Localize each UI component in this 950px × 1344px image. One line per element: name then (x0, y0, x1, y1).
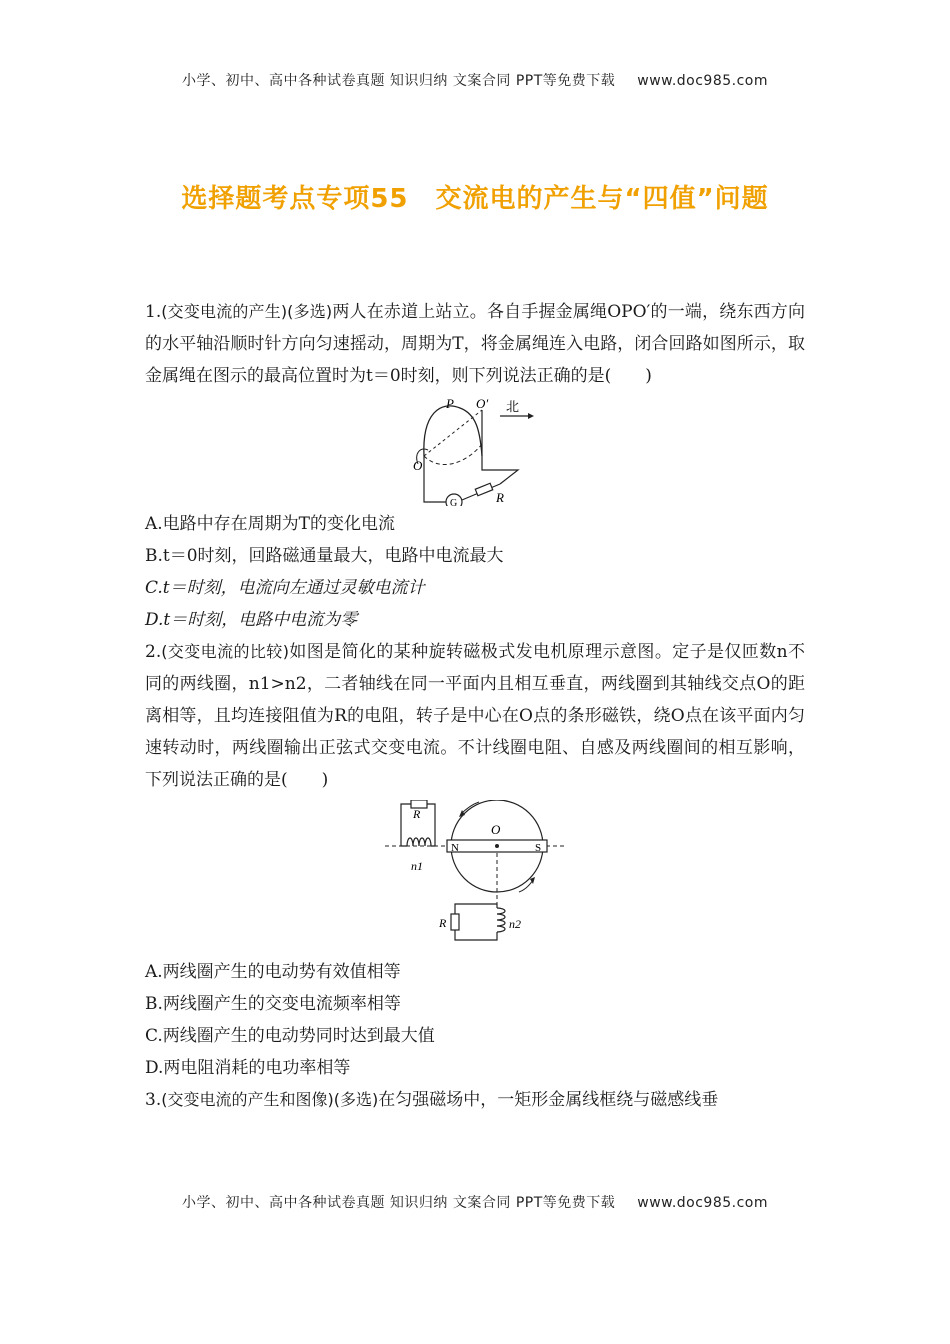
question-number: 3. (145, 1090, 162, 1110)
question-text: 在匀强磁场中，一矩形金属线框绕与磁感线垂 (378, 1090, 719, 1110)
label-north: 北 (506, 399, 520, 414)
question-2 (145, 636, 805, 1084)
question-number: 2. (145, 642, 162, 662)
question-1 (145, 296, 805, 636)
option-d: D.两电阻消耗的电功率相等 (145, 1058, 351, 1078)
question-tag: (交变电流的产生)(多选) (161, 302, 333, 321)
header-text: 小学、初中、高中各种试卷真题 知识归纳 文案合同 PPT等免费下载 (181, 73, 616, 89)
coil-n2-icon (497, 908, 505, 932)
option-c: C.两线圈产生的电动势同时达到最大值 (145, 1026, 435, 1046)
question-stem (145, 636, 805, 796)
label-r-top: R (413, 807, 421, 821)
question-stem (145, 296, 805, 392)
questions-content (145, 296, 805, 1116)
page-footer (0, 1192, 950, 1212)
rope-circuit-diagram (410, 394, 540, 506)
question-stem (145, 1084, 805, 1116)
page-title: 选择题考点专项55 交流电的产生与“四值”问题 (181, 184, 769, 214)
label-r: R (496, 490, 504, 505)
resistor-icon (475, 483, 492, 495)
label-o: O (413, 458, 423, 473)
question-text: 两人在赤道上站立。各自手握金属绳OPO′的一端，绕东西方向的水平轴沿顺时针方向匀速摇动，周期为T，将金属绳连入电路，闭合回路如图所示，取金属绳在图示的最高位置时为t＝0时刻，则下列说法正确的是( ) (145, 302, 805, 386)
label-o-prime: O′ (476, 396, 489, 411)
resistor-icon (451, 914, 459, 930)
question-text: 如图是简化的某种旋转磁极式发电机原理示意图。定子是仅匝数n不同的两线圈，n1>n2，二者轴线在同一平面内且相互垂直，两线圈到其轴线交点O的距离相等，且均连接阻值为R的电阻，转子是中心在O点的条形磁铁，绕O点在该平面内匀速转动时，两线圈输出正弦式交变电流。不计线圈电阻、自感及两线圈间的相互影响，下列说法正确的是( ) (145, 642, 805, 790)
footer-site-link[interactable]: www.doc985.com (637, 1195, 769, 1211)
label-r-bottom: R (439, 916, 447, 930)
label-p: P (446, 396, 454, 411)
generator-diagram (385, 800, 565, 950)
option-b: B.两线圈产生的交变电流频率相等 (145, 994, 401, 1014)
option-d: D.t＝时刻，电路中电流为零 (145, 610, 358, 630)
label-n2: n2 (509, 917, 521, 931)
question-number: 1. (145, 302, 162, 322)
option-b: B.t＝0时刻，回路磁通量最大，电路中电流最大 (145, 546, 504, 566)
coil-n1-icon (407, 838, 431, 846)
question-3 (145, 1084, 805, 1116)
label-s-pole: S (535, 842, 542, 854)
option-a: A.电路中存在周期为T的变化电流 (145, 514, 396, 534)
footer-text: 小学、初中、高中各种试卷真题 知识归纳 文案合同 PPT等免费下载 (181, 1195, 616, 1211)
arrow-right-icon (528, 413, 534, 419)
label-o: O (491, 822, 501, 837)
label-g: G (450, 498, 458, 506)
page-header (0, 70, 950, 90)
header-site-link[interactable]: www.doc985.com (637, 73, 769, 89)
question-tag: (交变电流的产生和图像)(多选) (161, 1090, 379, 1109)
label-n1: n1 (411, 859, 423, 873)
option-a: A.两线圈产生的电动势有效值相等 (145, 962, 401, 982)
option-c: C.t＝时刻，电流向左通过灵敏电流计 (145, 578, 425, 598)
label-n-pole: N (451, 842, 459, 854)
question-tag: (交变电流的比较) (161, 642, 289, 661)
